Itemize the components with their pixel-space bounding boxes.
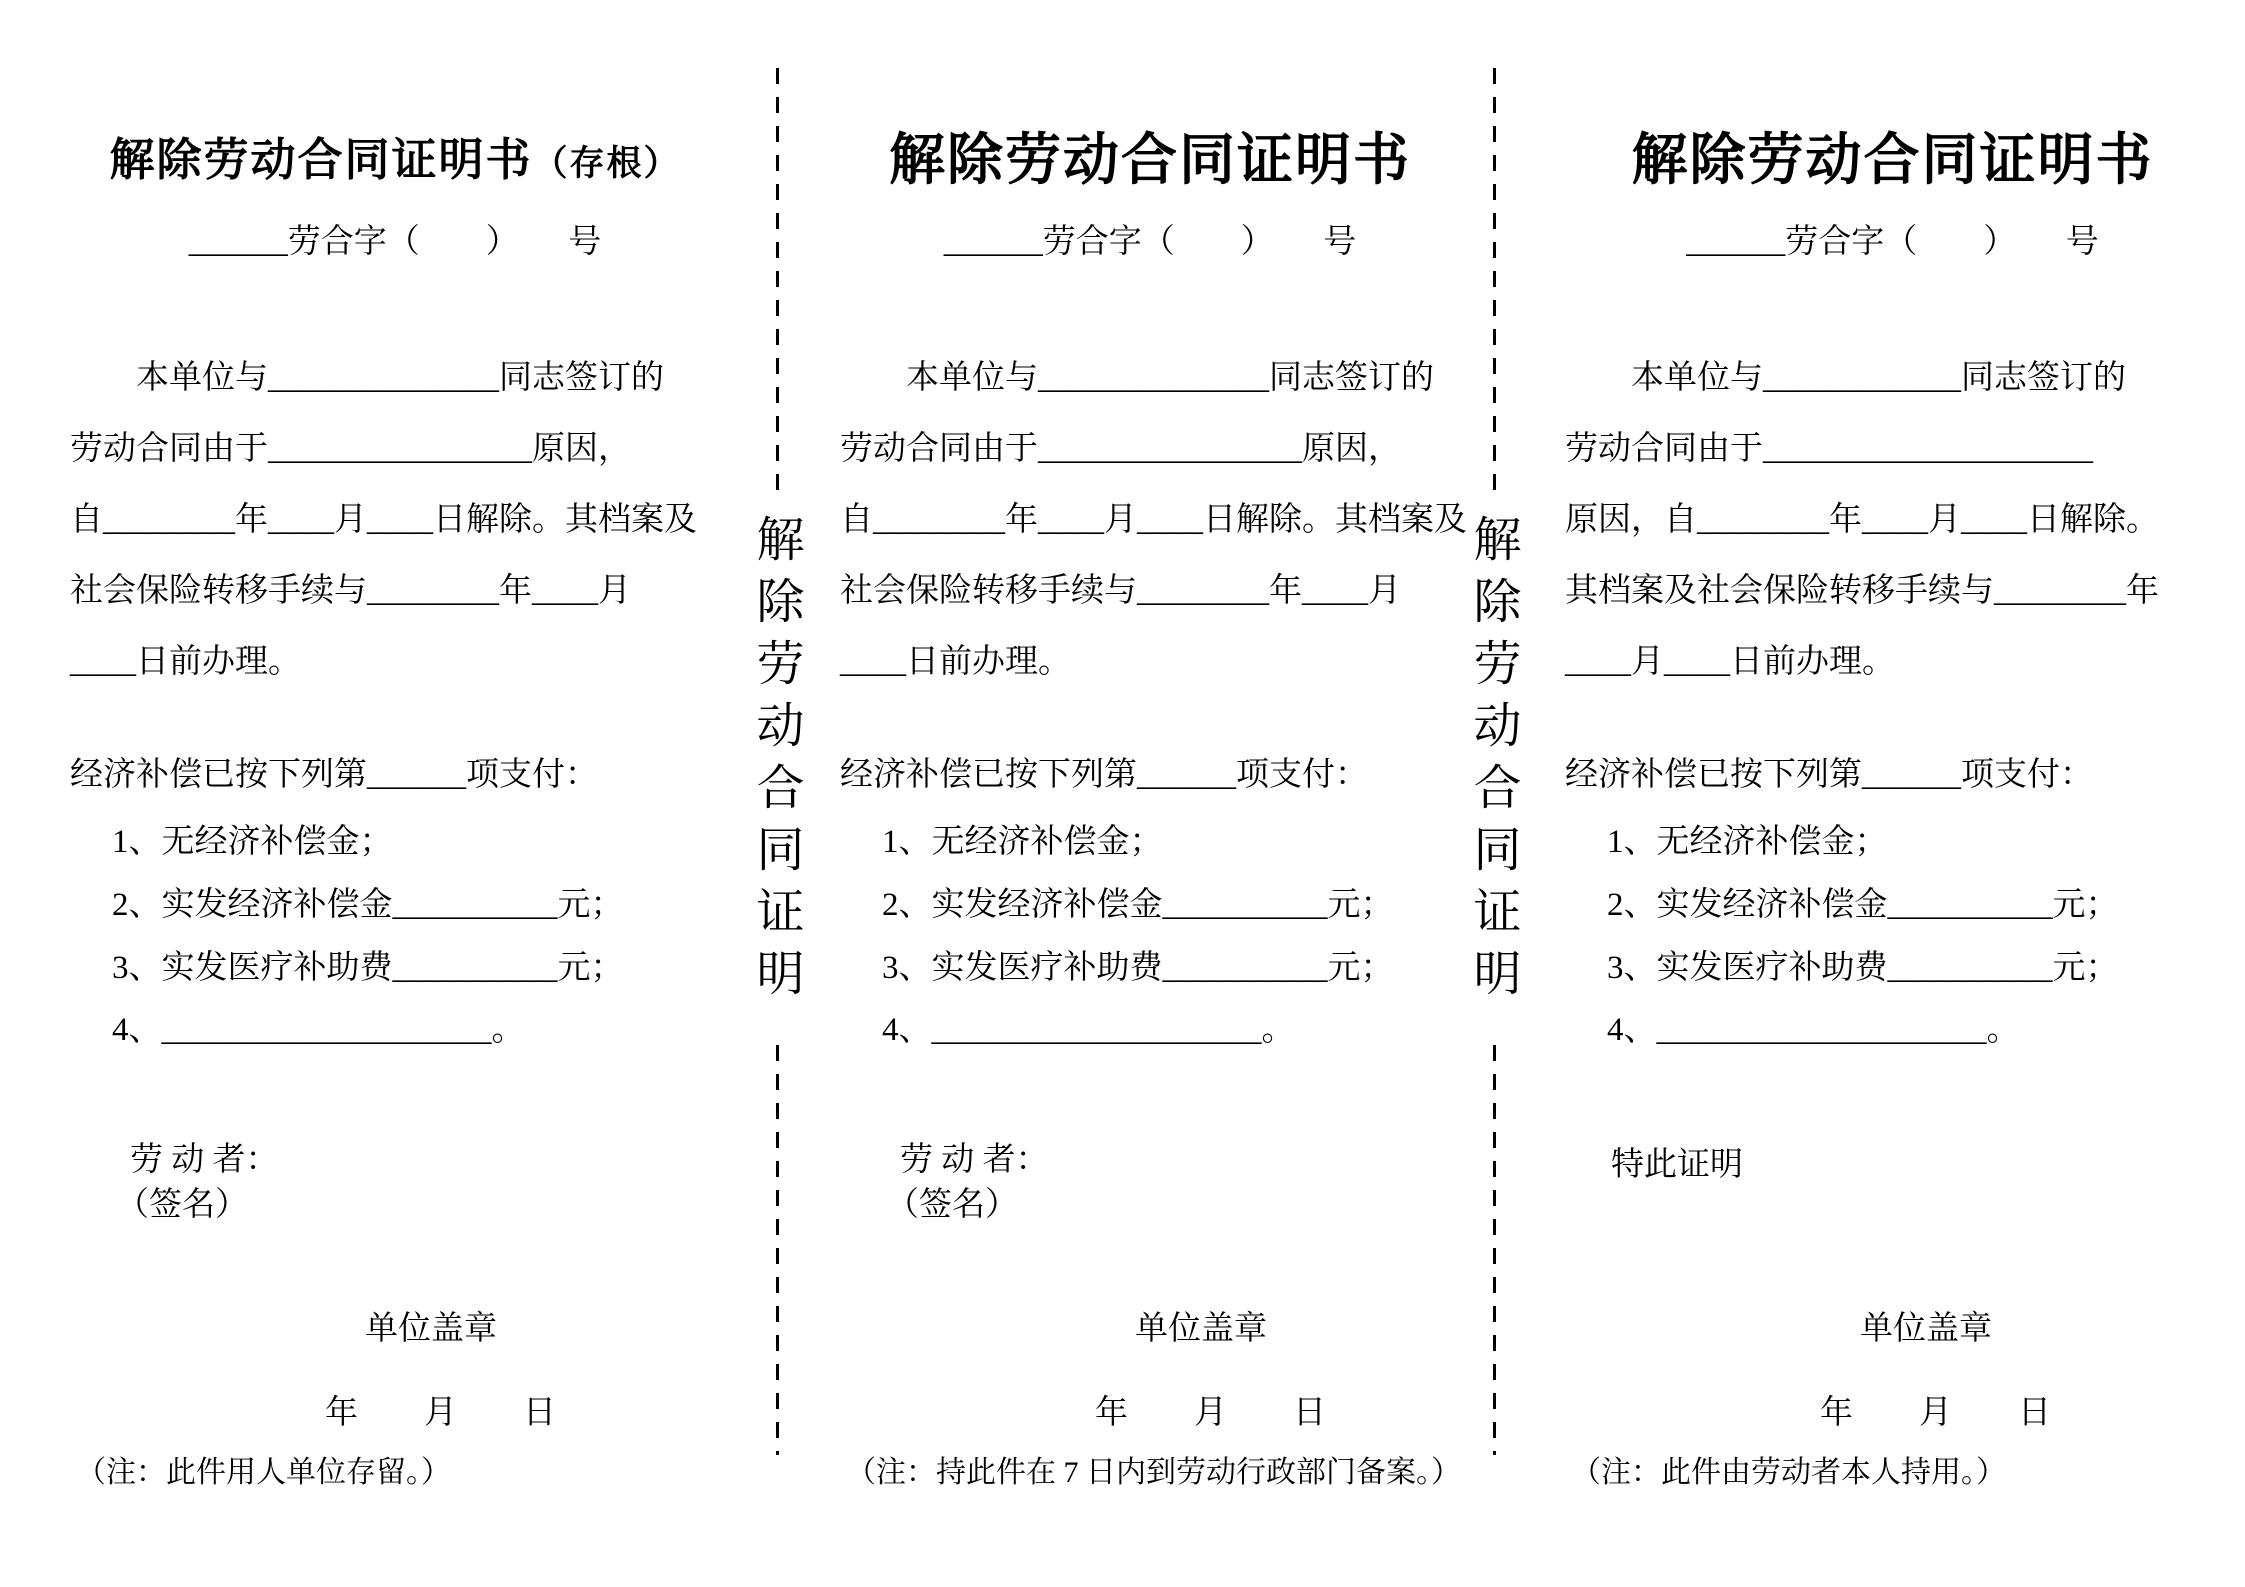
compensation-item-1: 1、无经济补偿金；	[112, 824, 393, 860]
body-line-5: ____日前办理。	[840, 644, 1071, 680]
divider-vertical-title: 解除劳动合同证明	[749, 514, 802, 1010]
body-line-5: ____日前办理。	[70, 644, 301, 680]
fold-dash-top	[776, 68, 779, 500]
ref-number-line: ______劳合字（ ） 号	[943, 224, 1357, 260]
compensation-item-2: 2、实发经济补偿金__________元；	[112, 887, 624, 923]
compensation-item-4: 4、____________________。	[1607, 1012, 2020, 1048]
footnote: （注：此件用人单位存留。）	[76, 1456, 451, 1489]
compensation-item-3: 3、实发医疗补助费__________元；	[882, 950, 1394, 986]
body-line-5: ____月____日前办理。	[1565, 644, 1895, 680]
signature-hint: （签名）	[116, 1187, 248, 1223]
footnote: （注：此件由劳动者本人持用。）	[1571, 1456, 2006, 1489]
ref-number-line: ______劳合字（ ） 号	[188, 224, 602, 260]
compensation-header: 经济补偿已按下列第______项支付：	[70, 757, 598, 793]
compensation-item-2: 2、实发经济补偿金__________元；	[882, 887, 1394, 923]
compensation-header: 经济补偿已按下列第______项支付：	[840, 757, 1368, 793]
page-title	[70, 132, 720, 188]
fold-dash-top	[1493, 68, 1496, 500]
page-title	[1565, 126, 2220, 196]
body-line-2: 劳动合同由于________________原因，	[70, 431, 631, 467]
compensation-item-4: 4、____________________。	[112, 1012, 525, 1048]
body-line-1: 本单位与______________同志签订的	[840, 360, 1434, 396]
body-line-3: 原因，自________年____月____日解除。	[1565, 502, 2159, 538]
body-line-3: 自________年____月____日解除。其档案及	[70, 502, 697, 538]
title-suffix-stub: （存根）	[532, 144, 681, 184]
page-title	[840, 126, 1460, 196]
worker-signature-label: 劳 动 者：	[900, 1142, 1049, 1178]
compensation-item-3: 3、实发医疗补助费__________元；	[112, 950, 624, 986]
footnote: （注：持此件在 7 日内到劳动行政部门备案。）	[846, 1456, 1461, 1489]
ref-number-line: ______劳合字（ ） 号	[1686, 224, 2099, 260]
signature-hint: （签名）	[886, 1187, 1018, 1223]
title-text: 解除劳动合同证明书	[1631, 129, 2154, 192]
fold-dash-bottom	[776, 1045, 779, 1455]
panel-worker-copy	[1565, 0, 2220, 1587]
panel-stub	[70, 0, 720, 1587]
compensation-item-3: 3、实发医疗补助费__________元；	[1607, 950, 2119, 986]
body-line-1: 本单位与______________同志签订的	[70, 360, 664, 396]
date-line: 年 月 日	[325, 1395, 556, 1431]
panel-filing-copy	[840, 0, 1467, 1587]
compensation-item-1: 1、无经济补偿金；	[1607, 824, 1888, 860]
fold-dash-bottom	[1493, 1045, 1496, 1455]
title-text: 解除劳动合同证明书	[889, 129, 1411, 192]
company-seal-label: 单位盖章	[1135, 1311, 1267, 1347]
title-text: 解除劳动合同证明书	[109, 135, 533, 186]
body-line-3: 自________年____月____日解除。其档案及	[840, 502, 1467, 538]
divider-vertical-title: 解除劳动合同证明	[1466, 514, 1519, 1010]
closing-statement: 特此证明	[1611, 1147, 1743, 1183]
compensation-header: 经济补偿已按下列第______项支付：	[1565, 757, 2093, 793]
body-line-4: 社会保险转移手续与________年____月	[70, 573, 631, 609]
worker-signature-label: 劳 动 者：	[130, 1142, 279, 1178]
body-line-2: 劳动合同由于________________原因，	[840, 431, 1401, 467]
compensation-item-4: 4、____________________。	[882, 1012, 1295, 1048]
date-line: 年 月 日	[1820, 1395, 2051, 1431]
compensation-item-1: 1、无经济补偿金；	[882, 824, 1163, 860]
date-line: 年 月 日	[1095, 1395, 1326, 1431]
compensation-item-2: 2、实发经济补偿金__________元；	[1607, 887, 2119, 923]
company-seal-label: 单位盖章	[1860, 1311, 1992, 1347]
body-line-4: 社会保险转移手续与________年____月	[840, 573, 1401, 609]
body-line-4: 其档案及社会保险转移手续与________年	[1565, 573, 2159, 609]
company-seal-label: 单位盖章	[365, 1311, 497, 1347]
body-line-1: 本单位与____________同志签订的	[1565, 360, 2126, 396]
body-line-2: 劳动合同由于____________________	[1565, 431, 2093, 467]
